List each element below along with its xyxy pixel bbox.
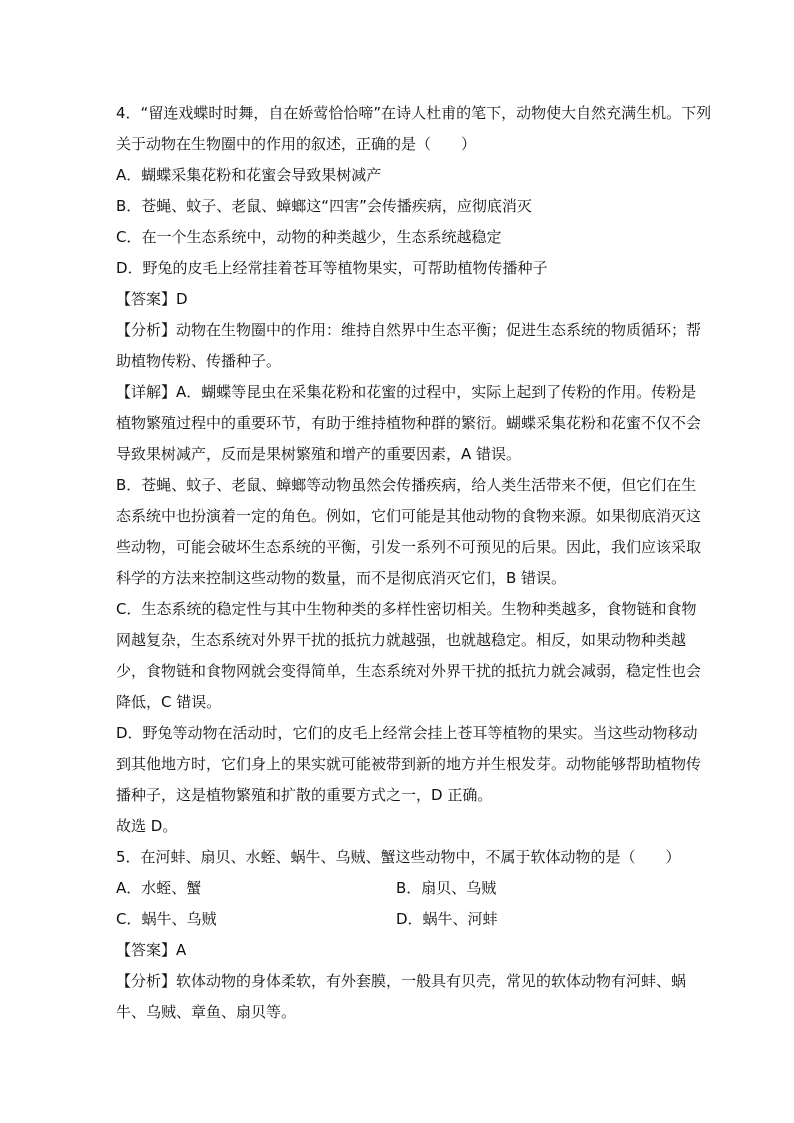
q4-detail-line: 到其他地方时，它们身上的果实就可能被带到新的地方并生根发芽。动物能够帮助植物传 — [116, 755, 702, 773]
q4-detail-line: 导致果树减产，反而是果树繁殖和增产的重要因素，A 错误。 — [116, 445, 522, 463]
q5-option-a: A．水蛭、蟹 — [116, 879, 202, 897]
q4-detail-line: 态系统中也扮演着一定的角色。例如，它们可能是其他动物的食物来源。如果彻底消灭这 — [116, 507, 702, 525]
q4-analysis-line-1: 【分析】动物在生物圈中的作用：维持自然界中生态平衡；促进生态系统的物质循环；帮 — [116, 321, 702, 339]
q5-stem: 5．在河蚌、扇贝、水蛭、蜗牛、乌贼、蟹这些动物中，不属于软体动物的是（ ） — [116, 848, 681, 866]
q5-option-d: D．蜗牛、河蚌 — [396, 910, 498, 928]
q5-option-b: B．扇贝、乌贼 — [396, 879, 497, 897]
q4-conclusion: 故选 D。 — [116, 817, 178, 835]
q4-detail-line: 播种子，这是植物繁殖和扩散的重要方式之一，D 正确。 — [116, 786, 493, 804]
q4-detail-line: 植物繁殖过程中的重要环节，有助于维持植物种群的繁衍。蝴蝶采集花粉和花蜜不仅不会 — [116, 414, 702, 432]
q5-option-c: C．蜗牛、乌贼 — [116, 910, 217, 928]
q4-option-c: C．在一个生态系统中，动物的种类越少，生态系统越稳定 — [116, 228, 502, 246]
q4-detail-line: C．生态系统的稳定性与其中生物种类的多样性密切相关。生物种类越多，食物链和食物 — [116, 600, 697, 618]
q4-stem-line-2: 关于动物在生物圈中的作用的叙述，正确的是（ ） — [116, 135, 477, 153]
q5-answer: 【答案】A — [116, 941, 187, 959]
q4-detail-line: 少，食物链和食物网就会变得简单，生态系统对外界干扰的抵抗力就会减弱，稳定性也会 — [116, 662, 702, 680]
q4-detail-line: D．野兔等动物在活动时，它们的皮毛上经常会挂上苍耳等植物的果实。当这些动物移动 — [116, 724, 698, 742]
q4-detail-line: 些动物，可能会破坏生态系统的平衡，引发一系列不可预见的后果。因此，我们应该采取 — [116, 538, 702, 556]
q4-detail-line: 降低，C 错误。 — [116, 693, 222, 711]
q5-analysis-line-1: 【分析】软体动物的身体柔软，有外套膜，一般具有贝壳，常见的软体动物有河蚌、蜗 — [116, 972, 687, 990]
q4-detail-line: 【详解】A．蝴蝶等昆虫在采集花粉和花蜜的过程中，实际上起到了传粉的作用。传粉是 — [116, 383, 697, 401]
q4-answer: 【答案】D — [116, 290, 188, 308]
q4-detail-line: 网越复杂，生态系统对外界干扰的抵抗力就越强，也就越稳定。相反，如果动物种类越 — [116, 631, 687, 649]
q4-option-a: A．蝴蝶采集花粉和花蜜会导致果树减产 — [116, 166, 382, 184]
q4-option-d: D．野兔的皮毛上经常挂着苍耳等植物果实，可帮助植物传播种子 — [116, 259, 548, 277]
q4-stem-line-1: 4．“留连戏蝶时时舞，自在娇莺恰恰啼”在诗人杜甫的笔下，动物使大自然充满生机。下列 — [116, 104, 712, 122]
q5-analysis-line-2: 牛、乌贼、章鱼、扇贝等。 — [116, 1003, 297, 1021]
q4-analysis-line-2: 助植物传粉、传播种子。 — [116, 352, 282, 370]
q4-option-b: B．苍蝇、蚊子、老鼠、蟑螂这“四害”会传播疾病，应彻底消灭 — [116, 197, 532, 215]
q4-detail-line: 科学的方法来控制这些动物的数量，而不是彻底消灭它们，B 错误。 — [116, 569, 567, 587]
q4-detail-line: B．苍蝇、蚊子、老鼠、蟑螂等动物虽然会传播疾病，给人类生活带来不便，但它们在生 — [116, 476, 697, 494]
